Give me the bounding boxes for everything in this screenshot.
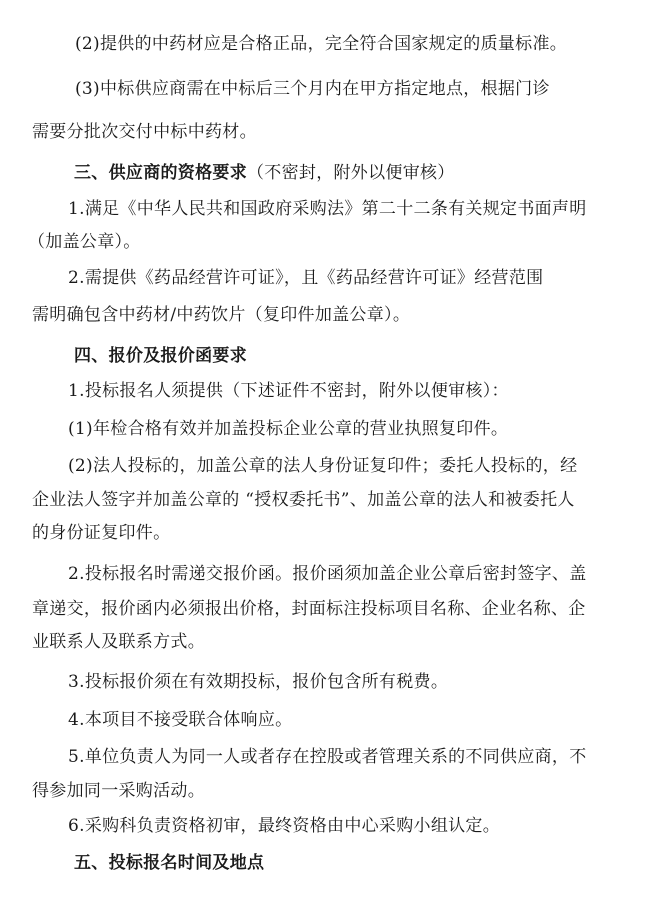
section-3-title: 三、供应商的资格要求 <box>74 163 247 183</box>
bid-6: 6.采购科负责资格初审，最终资格由中心采购小组认定。 <box>68 816 501 836</box>
qualification-2-line2: 需明确包含中药材/中药饮片（复印件加盖公章）。 <box>32 305 411 325</box>
section-5-heading: 五、投标报名时间及地点 <box>74 853 265 873</box>
bid-1-intro: 1.投标报名人须提供（下述证件不密封，附外以便审核）： <box>68 381 509 401</box>
clause-2-quality: (2)提供的中药材应是合格正品，完全符合国家规定的质量标准。 <box>75 34 568 54</box>
clause-3-delivery-line2: 需要分批次交付中标中药材。 <box>32 122 257 142</box>
bid-2-line1: 2.投标报名时需递交报价函。报价函须加盖企业公章后密封签字、盖 <box>68 564 587 584</box>
bid-2-line2: 章递交，报价函内必须报出价格，封面标注投标项目名称、企业名称、企 <box>32 599 586 619</box>
qualification-1-line1: 1.满足《中华人民共和国政府采购法》第二十二条有关规定书面声明 <box>68 199 587 219</box>
bid-3: 3.投标报价须在有效期投标，报价包含所有税费。 <box>68 672 449 692</box>
bid-5-line1: 5.单位负责人为同一人或者存在控股或者管理关系的不同供应商，不 <box>68 747 587 767</box>
section-4-heading: 四、报价及报价函要求 <box>74 346 247 366</box>
bid-1-item-1: (1)年检合格有效并加盖投标企业公章的营业执照复印件。 <box>68 419 509 439</box>
bid-1-item-2-line1: (2)法人投标的，加盖公章的法人身份证复印件；委托人投标的，经 <box>68 456 578 476</box>
clause-3-delivery-line1: (3)中标供应商需在中标后三个月内在甲方指定地点，根据门诊 <box>75 79 550 99</box>
section-3-note: （不密封，附外以便审核） <box>247 163 455 183</box>
qualification-1-line2: （加盖公章）。 <box>28 232 141 252</box>
bid-5-line2: 得参加同一采购活动。 <box>32 781 205 801</box>
qualification-2-line1: 2.需提供《药品经营许可证》，且《药品经营许可证》经营范围 <box>68 268 544 288</box>
bid-1-item-2-line3: 的身份证复印件。 <box>32 523 171 543</box>
bid-1-item-2-line2: 企业法人签字并加盖公章的 “授权委托书”、加盖公章的法人和被委托人 <box>32 490 575 510</box>
bid-4: 4.本项目不接受联合体响应。 <box>68 710 293 730</box>
section-3-heading <box>74 162 455 184</box>
bid-2-line3: 业联系人及联系方式。 <box>32 632 205 652</box>
